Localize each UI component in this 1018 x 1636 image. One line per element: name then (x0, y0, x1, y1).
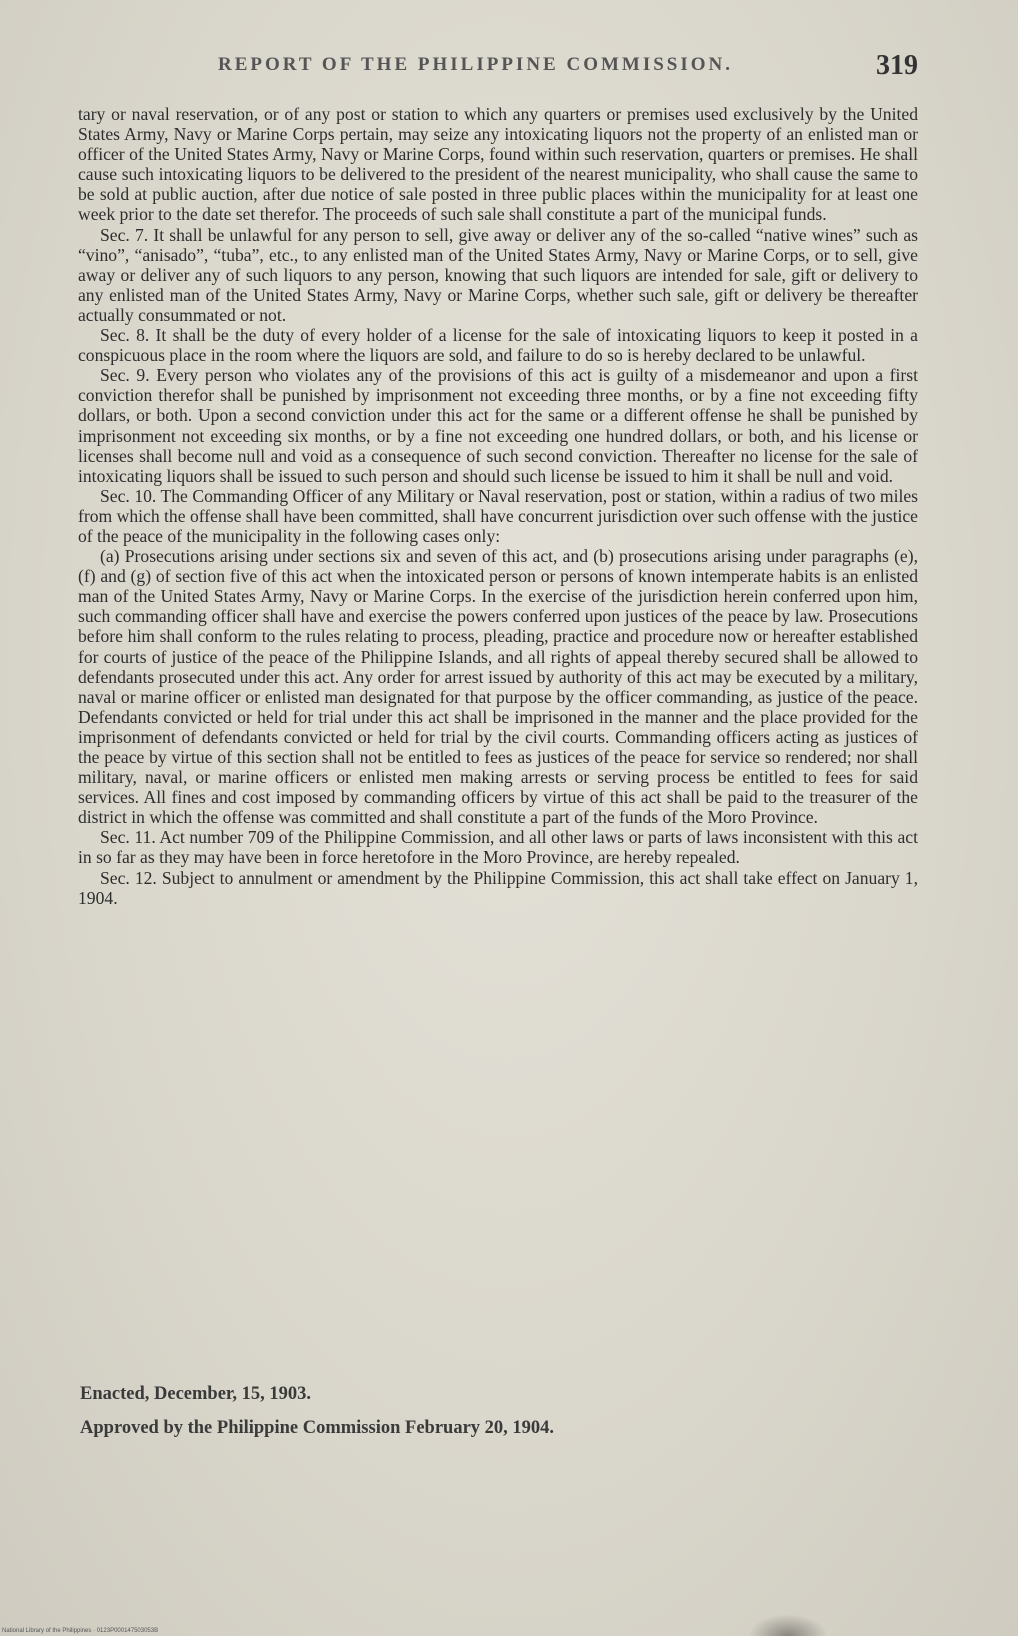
paragraph-sec-11: Sec. 11. Act number 709 of the Philippine Commission, and all other laws or parts of laws inconsistent with this act in so far as they may have been in force heretofore in the Moro Province, are hereby repealed. (78, 827, 918, 868)
running-title: REPORT OF THE PHILIPPINE COMMISSION. (218, 54, 734, 75)
paragraph-sec-10: Sec. 10. The Commanding Officer of any Military or Naval reservation, post or station, within a radius of two miles from which the offense shall have been committed, shall have concurrent jurisdiction over such offense with the justice of the peace of the municipality in the following cases only: (78, 485, 918, 546)
enacted-line: Enacted, December, 15, 1903. (80, 1384, 312, 1404)
paragraph-sec-8: Sec. 8. It shall be the duty of every holder of a license for the sale of intoxicating liquors to keep it posted in a conspicuous place in the room where the liquors are sold, and failure to do so is hereby declared to be unlawful. (78, 325, 918, 366)
paragraph-sec-10-cases: (a) Prosecutions arising under sections six and seven of this act, and (b) prosecutions arising under paragraphs (e), (f) and (g) of section five of this act when the intoxicated person or persons of known intemperate habits is an enlisted man of the United States Army, Navy or Marine Corps. In the exercise of the jurisdiction herein conferred upon him, such commanding officer shall have and exercise the powers conferred upon justices of the peace by law. Prosecutions before him shall conform to the rules relating to process, pleading, practice and procedure now or hereafter established for courts of justice of the peace of the Philippine Islands, and all rights of appeal thereby secured shall be allowed to defendants prosecuted under this act. Any order for arrest issued by authority of this act may be executed by a military, naval or marine officer or enlisted man designated for that purpose by the officer commanding, as justice of the peace. Defendants convicted or held for trial under this act shall be imprisoned in the manner and the place provided for the imprisonment of defendants convicted or held for trial by the civil courts. Commanding officers acting as justices of the peace by virtue of this section shall not be entitled to fees as justices of the peace for service so rendered; nor shall military, naval, or marine officers or enlisted men making arrests or serving process be entitled to fees for said services. All fines and cost imposed by commanding officers by virtue of this act shall be paid to the treasurer of the district in which the offense was committed and shall constitute a part of the funds of the Moro Province. (78, 546, 918, 828)
page-header (78, 50, 918, 86)
page-number: 319 (876, 50, 918, 81)
scan-smudge (748, 1614, 828, 1636)
approved-line: Approved by the Philippine Commission February 20, 1904. (80, 1418, 555, 1438)
footer-credit: National Library of the Philippines · 0123P000147503053B (2, 1628, 159, 1634)
paragraph-sec-7: Sec. 7. It shall be unlawful for any person to sell, give away or deliver any of the so-called “native wines” such as “vino”, “anisado”, “tuba”, etc., to any enlisted man of the United States Army, Navy or Marine Corps, or to sell, give away or deliver any of such liquors to any person, knowing that such liquors are intended for sale, gift or delivery to any enlisted man of the United States Army, Navy or Marine Corps, whether such sale, gift or delivery be thereafter actually consummated or not. (78, 224, 918, 325)
paragraph-sec-12: Sec. 12. Subject to annulment or amendment by the Philippine Commission, this act shall take effect on January 1, 1904. (78, 867, 918, 908)
body-text (78, 104, 918, 908)
paragraph-sec-9: Sec. 9. Every person who violates any of the provisions of this act is guilty of a misdemeanor and upon a first conviction therefor shall be punished by imprisonment not exceeding three months, or by a fine not exceeding fifty dollars, or both. Upon a second conviction under this act for the same or a different offense he shall be punished by imprisonment not exceeding six months, or by a fine not exceeding one hundred dollars, or both, and his license or licenses shall become null and void as a consequence of such second conviction. Thereafter no license for the sale of intoxicating liquors shall be issued to such person and should such license be issued to him it shall be null and void. (78, 365, 918, 486)
paragraph-continuation: tary or naval reservation, or of any post or station to which any quarters or premises used exclusively by the United States Army, Navy or Marine Corps pertain, may seize any intoxicating liquors not the property of an enlisted man or officer of the United States Army, Navy or Marine Corps, found within such reservation, quarters or premises. He shall cause such intoxicating liquors to be delivered to the president of the nearest municipality, who shall cause the same to be sold at public auction, after due notice of sale posted in three public places within the municipality for at least one week prior to the date set therefor. The proceeds of such sale shall constitute a part of the municipal funds. (78, 104, 918, 225)
